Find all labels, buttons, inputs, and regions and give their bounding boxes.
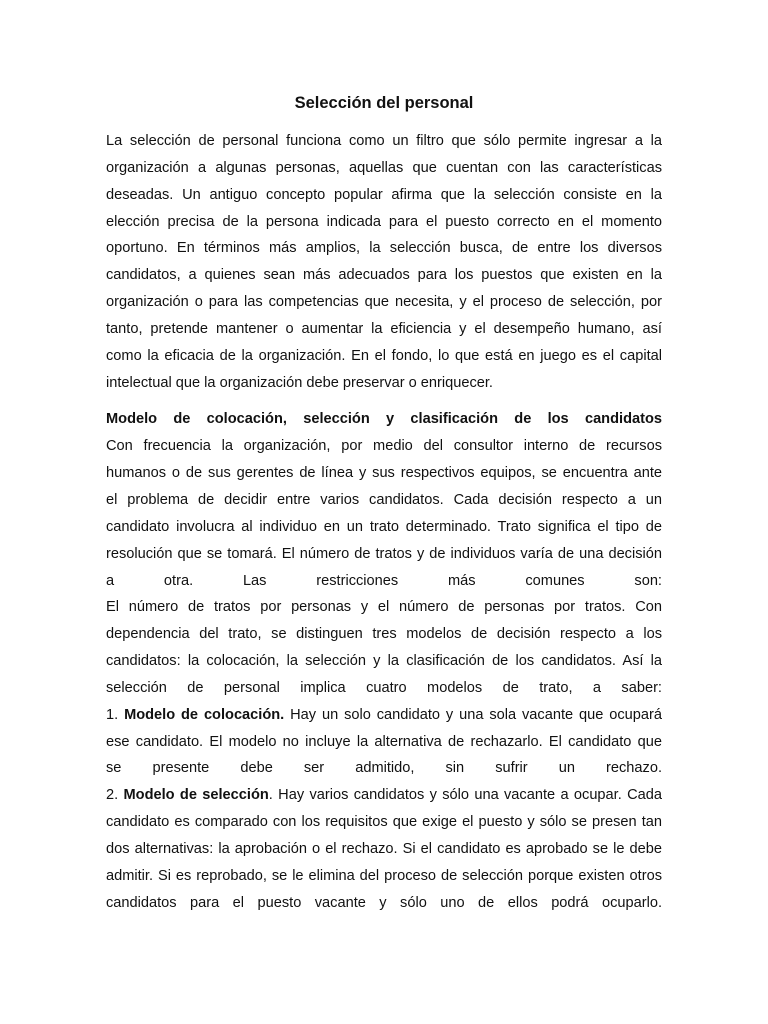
list-item-number: 1. xyxy=(106,706,125,723)
text-line: el problema de decidir entre varios candidatos. Cada decisión respecto a un xyxy=(106,491,662,508)
text-line: elección precisa de la persona indicada para el puesto correcto en el momento xyxy=(106,213,662,230)
text-line: candidato es comparado con los requisitos que exige el puesto y sólo se presen tan xyxy=(106,814,662,831)
section-heading-text: Modelo de colocación, selección y clasificación de los candidatos xyxy=(106,411,662,428)
list-item-label: Modelo de selección xyxy=(123,787,269,804)
text-line: candidatos: la colocación, la selección y la clasificación de los candidatos. Así la xyxy=(106,653,662,670)
text-line: como la eficacia de la organización. En el fondo, lo que está en juego es el capital xyxy=(106,347,662,364)
list-item-number: 2. xyxy=(106,787,124,804)
list-item-seleccion xyxy=(106,782,662,809)
text-line: candidatos para el puesto vacante y sólo uno de ellos podrá ocuparlo. xyxy=(106,894,662,911)
document-body xyxy=(106,128,662,916)
text-line: organización a algunas personas, aquellas que cuentan con las características xyxy=(106,159,662,176)
text-line: tanto, pretende mantener o aumentar la eficiencia y el desempeño humano, así xyxy=(106,320,662,337)
text-line: a otra. Las restricciones más comunes son: xyxy=(106,572,662,589)
text-line: organización o para las competencias que necesita, y el proceso de selección, por xyxy=(106,294,662,311)
text-line: oportuno. En términos más amplios, la selección busca, de entre los diversos xyxy=(106,240,662,257)
text-line: dependencia del trato, se distinguen tres modelos de decisión respecto a los xyxy=(106,626,662,643)
text-line: dos alternativas: la aprobación o el rechazo. Si el candidato es aprobado se le debe xyxy=(106,840,662,857)
list-item-text: Hay un solo candidato y una sola vacante que ocupará xyxy=(284,706,662,723)
text-line: resolución que se tomará. El número de tratos y de individuos varía de una decisión xyxy=(106,545,662,562)
text-line: Con frecuencia la organización, por medio del consultor interno de recursos xyxy=(106,438,662,455)
text-line: El número de tratos por personas y el número de personas por tratos. Con xyxy=(106,599,662,616)
section-paragraph xyxy=(106,406,662,916)
section-heading xyxy=(106,406,662,433)
text-line: humanos o de sus gerentes de línea y sus respectivos equipos, se encuentra ante xyxy=(106,465,662,482)
text-line: selección de personal implica cuatro modelos de trato, a saber: xyxy=(106,679,662,696)
document-title: Selección del personal xyxy=(294,94,474,112)
text-line: se presente debe ser admitido, sin sufrir un rechazo. xyxy=(106,760,662,777)
text-line: candidatos, a quienes sean más adecuados para los puestos que existen en la xyxy=(106,267,662,284)
list-item-colocacion xyxy=(106,702,662,729)
text-line: candidato involucra al individuo en un trato determinado. Trato significa el tipo de xyxy=(106,518,662,535)
list-item-text: . Hay varios candidatos y sólo una vacante a ocupar. Cada xyxy=(268,787,662,804)
text-line: deseadas. Un antiguo concepto popular afirma que la selección consiste en la xyxy=(106,186,662,203)
text-line: La selección de personal funciona como un filtro que sólo permite ingresar a la xyxy=(106,133,662,149)
text-line: intelectual que la organización debe preservar o enriquecer. xyxy=(106,374,493,391)
text-line: admitir. Si es reprobado, se le elimina del proceso de selección porque existen otros xyxy=(106,867,662,884)
text-line: ese candidato. El modelo no incluye la alternativa de rechazarlo. El candidato que xyxy=(106,733,662,750)
intro-paragraph xyxy=(106,128,662,396)
list-item-label: Modelo de colocación. xyxy=(124,706,285,723)
